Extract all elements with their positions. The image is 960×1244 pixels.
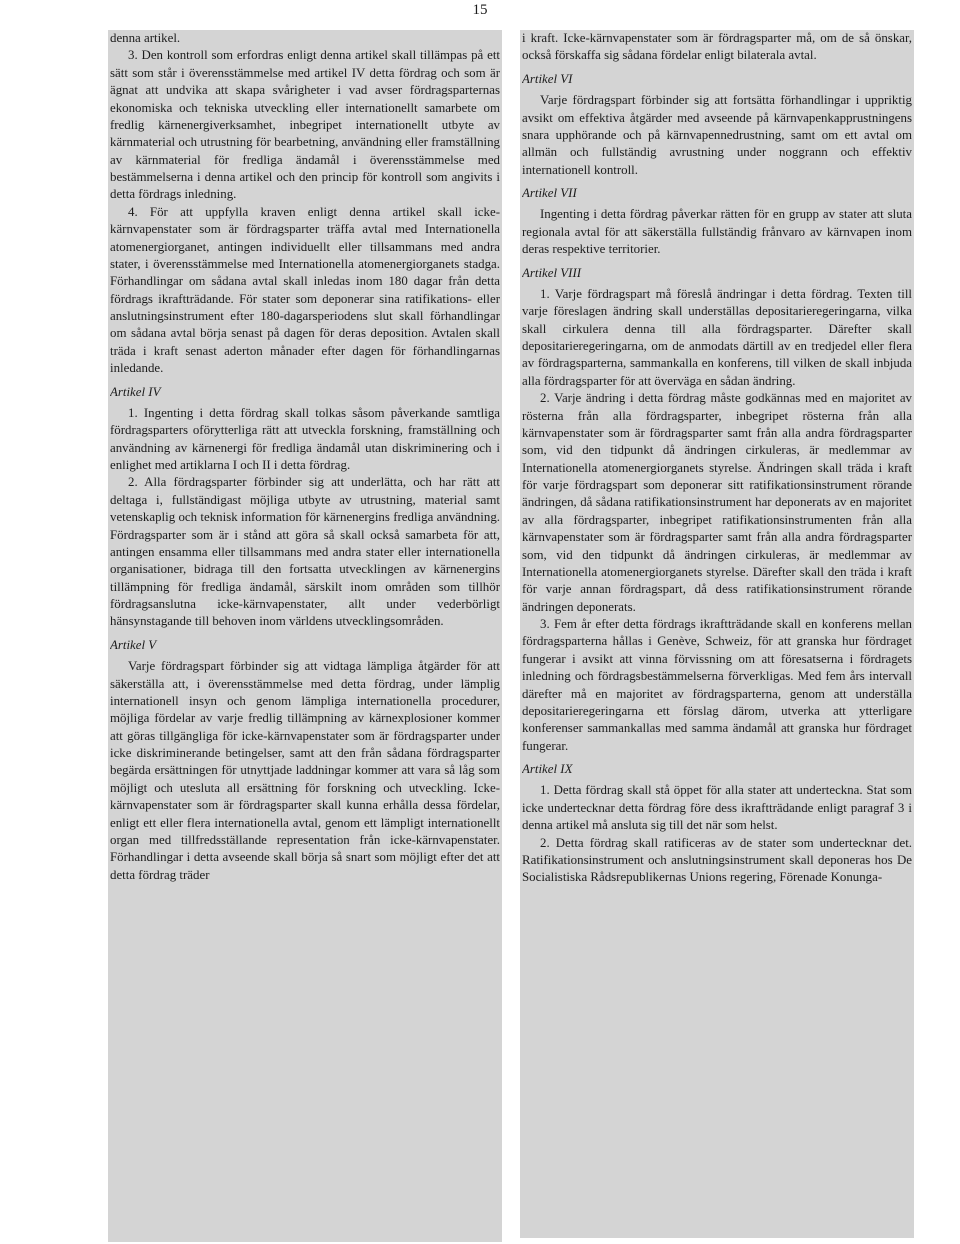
paragraph: Ingenting i detta fördrag påverkar rätten för en grupp av stater att sluta regionala avtal för att säkerställa fullständig frånvaro av kärnvapen inom deras respektive territorier.: [522, 207, 912, 257]
paragraph: 2. Alla fördragsparter förbinder sig att underlätta, och har rätt att deltaga i, fullständigast möjliga utbyte av utrustning, material samt vetenskaplig och teknisk information för kärnenergins fredliga användning. Fördragsparter som är i stånd att göra så skall också samarbeta för att, antingen ensamma eller tillsammans med andra stater eller internationella organisationer, bidraga till den fortsatta utvecklingen av kärnenergins tillämpning för fredliga ändamål, särskilt inom områden som tillhör fördragsanslutna icke-kärnvapenstater, allt under vederbörligt hänsynstagande till behoven inom världens utvecklingsområden.: [110, 475, 500, 629]
article-heading: Artikel VII: [522, 186, 577, 200]
article-heading: Artikel VI: [522, 71, 573, 86]
article-heading: Artikel IX: [522, 762, 573, 776]
paragraph: denna artikel.: [110, 31, 181, 45]
paragraph: i kraft. Icke-kärnvapenstater som är fördragsparter må, om de så önskar, också förskaffa sig sådana fördelar enligt bilaterala avtal.: [522, 31, 912, 63]
page-number: 15: [472, 2, 488, 18]
paragraph: 1. Detta fördrag skall stå öppet för alla stater att underteckna. Stat som icke undertecknar detta fördrag före dess ikraftträdande enligt paragraf 3 i denna artikel må ansluta sig till det när som helst.: [522, 783, 912, 833]
paragraph: 3. Fem år efter detta fördrags ikraftträdande skall en konferens mellan fördragsparterna hållas i Genève, Schweiz, för att granska hur fördraget fungerar i avsikt att vinna förvissning om att föresatserna i fördragets inledning och fördragsbestämmelserna förverkligas. Med fem års intervall därefter må en majoritet av fördragsparterna, genom att underställa depositarieregeringarna ett förslag därom, utverka att ytterligare konferenser sammankallas med samma ändamål att granska hur fördraget fungerar.: [522, 617, 912, 753]
paragraph: 1. Ingenting i detta fördrag skall tolkas såsom påverkande samtliga fördragsparters oförytterliga rätt att utveckla forskning, framställning och användning av kärnenergi för fredliga ändamål utan diskriminering och i enlighet med artiklarna I och II i detta fördrag.: [110, 405, 500, 472]
left-text-column: [110, 30, 500, 1240]
paragraph: 4. För att uppfylla kraven enligt denna artikel skall icke-kärnvapenstater som är fördragsparter träffa avtal med Internationella atomenergiorganet, antingen individuellt eller tillsammans med andra stater, i överensstämmelse med Internationella atomenergiorganets stadga. Förhandlingar om sådana avtal skall inledas inom 180 dagar från detta fördrags ikraftträdande. För stater som deponerar sina ratifikations- eller anslutningsinstrument efter 180-dagarsperiodens slut skall förhandlingar om sådana avtal börja senast på dagen för deras deposition. Avtalen skall träda i kraft senast aderton månader efter dagen för förhandlingarnas inledande.: [110, 204, 500, 376]
article-heading: Artikel V: [110, 637, 157, 652]
article-heading: Artikel VIII: [522, 265, 582, 280]
paragraph: 2. Varje ändring i detta fördrag måste godkännas med en majoritet av rösterna från alla fördragsparter, inbegripet rösterna från alla kärnvapenstater som är fördragsparter samt från alla andra fördragsparter som, vid den tidpunkt då ändringen cirkuleras, är medlemmar av Internationella atomenergiorganets styrelse. Ändringen skall träda i kraft för varje fördragspart som deponerar sitt ratifikationsinstrument rörande ändringen, då sådana ratifikationsinstrument har deponerats av en majoritet av alla fördragsparter, inbegripet ratifikationsinstrumenten från alla kärnvapenstater som är fördragsparter samt från alla andra fördragsparter som, vid den tidpunkt då ändringen cirkuleras, är medlemmar av Internationella atomenergiorganets styrelse. Därefter skall den träda i kraft för varje annan fördragspart, då dess ratifikationsinstrument rörande ändringen deponerats.: [522, 391, 912, 614]
paragraph: 1. Varje fördragspart må föreslå ändringar i detta fördrag. Texten till varje föreslagen ändring skall underställas depositarieregeringarna, vilka skall cirkulera denna till alla fördragsparter. Därefter skall depositarieregeringarna, om de anmodats därtill av en tredjedel eller flera av fördragsparterna, sammankalla en konferens, till vilken de skall inbjuda alla fördragsparter för att överväga en sådan ändring.: [522, 286, 912, 388]
paragraph: 3. Den kontroll som erfordras enligt denna artikel skall tillämpas på ett sätt som står i överensstämmelse med artikel IV detta fördrag och som är ägnat att undvika att skapa svårigheter i vad avser fördragsparternas ekonomiska och tekniska utveckling eller internationellt samarbete om fredlig kärnenergiverksamhet, inbegripet internationellt utbyte av kärnmaterial och utrustning för bearbetning, användning eller framställning av kärnmaterial för fredliga ändamål i överensstämmelse med bestämmelserna i denna artikel och den princip för kontroll som angivits i detta fördrags inledning.: [110, 48, 500, 202]
article-heading: Artikel IV: [110, 384, 161, 399]
right-text-column: [522, 30, 912, 1240]
paragraph: Varje fördragspart förbinder sig att fortsätta förhandlingar i uppriktig avsikt om effektiva åtgärder med avseende på kärnvapenkapprustningens snara upphörande och på kärnvapennedrustning, samt om ett avtal om allmän och fullständig avrustning under noggrann och effektiv internationell kontroll.: [522, 93, 912, 177]
paragraph: 2. Detta fördrag skall ratificeras av de stater som undertecknar det. Ratifikationsinstrument och anslutningsinstrument skall deponeras hos De Socialistiska Rådsrepublikernas Unions regering, Förenade Konunga-: [522, 835, 912, 885]
paragraph: Varje fördragspart förbinder sig att vidtaga lämpliga åtgärder för att säkerställa att, i överensstämmelse med detta fördrag, under lämplig internationell insyn och genom lämpliga internationella procedurer, möjliga fördelar av varje fredlig tillämpning av kärnexplosioner kommer att göras tillgängliga för icke-kärnvapenstater som är fördragsparter under icke diskriminerande betingelser, samt att den från sådana fördragsparter begärda ersättningen för utnyttjade laddningar kommer att vara så låg som möjligt och utesluta all ersättning för forskning och utveckling. Icke-kärnvapenstater som är fördragsparter skall kunna erhålla dessa fördelar, enligt ett eller flera internationella avtal, genom ett lämpligt internationellt organ med tillfredsställande representation från icke-kärnvapenstater. Förhandlingar i detta avseende skall börja så snart som möjligt efter det att detta fördrag träder: [110, 659, 500, 882]
